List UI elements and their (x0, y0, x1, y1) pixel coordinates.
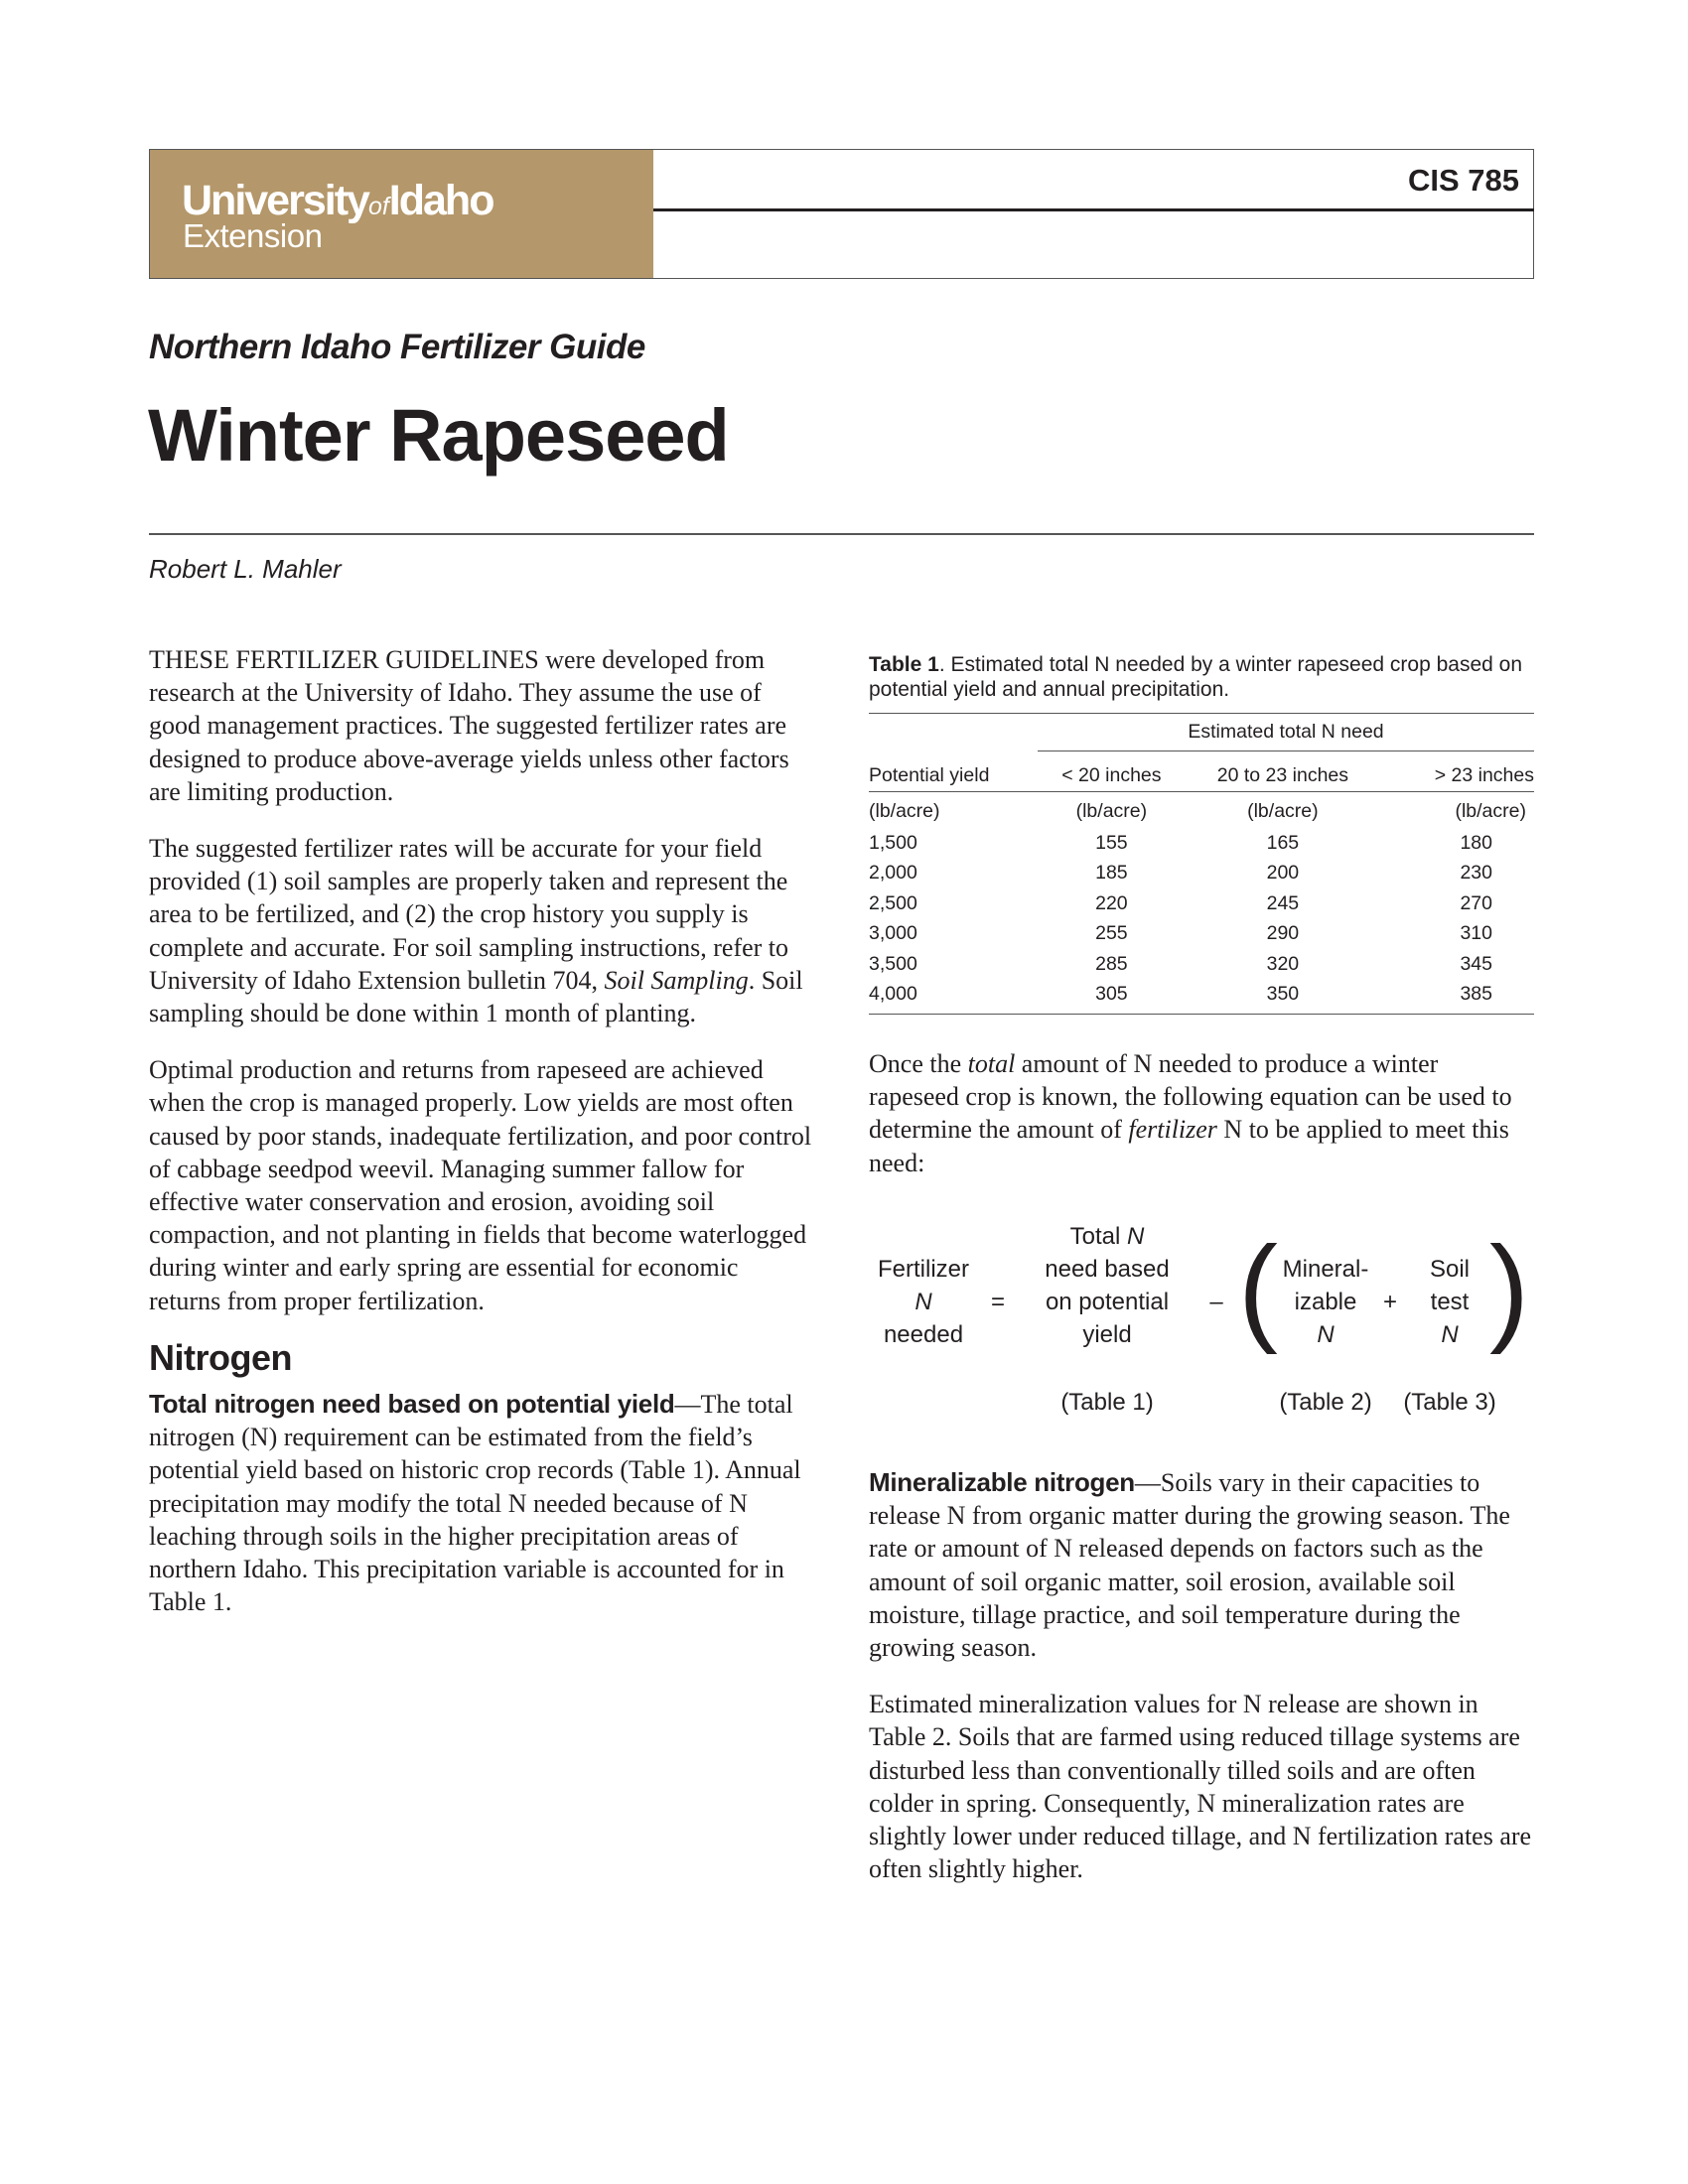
table-cell: 270 (1460, 891, 1492, 914)
eq-text: need based (1045, 1256, 1170, 1283)
equation-fertilizer-n (864, 1253, 983, 1351)
table1 (869, 713, 1534, 1010)
table-row (869, 980, 1534, 1011)
eq-intro-italic-fertilizer: fertilizer (1128, 1115, 1217, 1145)
total-nitrogen-paragraph (149, 1388, 816, 1618)
table1-header: 20 to 23 inches (1216, 764, 1349, 786)
eq-text: N (1317, 1321, 1335, 1348)
table-cell: 230 (1460, 862, 1492, 885)
table-cell: 200 (1266, 862, 1300, 885)
nitrogen-heading: Nitrogen (149, 1336, 292, 1378)
eq-intro-italic-total: total (967, 1049, 1016, 1078)
table-cell: 3,000 (869, 922, 917, 945)
author: Robert L. Mahler (149, 554, 342, 584)
page-title: Winter Rapeseed (148, 394, 729, 477)
table-cell: 4,000 (869, 983, 917, 1006)
table-row (869, 859, 1534, 889)
eq-text: Soil (1429, 1256, 1471, 1283)
title-divider (149, 533, 1534, 535)
eq-text: on potential (1045, 1289, 1170, 1315)
equation-ref-table2: (Table 2) (1279, 1389, 1372, 1416)
eq-text: Total (1069, 1223, 1121, 1250)
table-cell: 220 (1095, 891, 1128, 914)
eq-text: test (1430, 1289, 1470, 1315)
table1-caption (869, 652, 1534, 702)
table-cell: 320 (1266, 952, 1300, 975)
logo-extension: Extension (183, 217, 323, 254)
table-cell: 165 (1266, 831, 1300, 854)
eq-intro-c: N to be applied to meet this need: (869, 1115, 1509, 1177)
table-cell: 350 (1266, 983, 1300, 1006)
table-cell: 180 (1460, 831, 1492, 854)
table1-bottom-rule (869, 1014, 1534, 1015)
table-row (869, 888, 1534, 919)
mineralizable-text: —Soils vary in their capacities to release N from organic matter during the growing season. The rate or amount of N released depends on factors such as the amount of soil organic matter, soil erosion, available soil moisture, tillage practice, and soil temperature during the growing season. (869, 1468, 1510, 1663)
mineralizable-runin: Mineralizable nitrogen (869, 1467, 1135, 1497)
eq-text: N (1441, 1321, 1459, 1348)
table-row (869, 949, 1534, 980)
production-paragraph: Optimal production and returns from rapeseed are achieved when the crop is managed properly. Low yields are most often caused by poor stands, inadequate fertilization, and poor control of cabbage seedpod weevil. Managing summer fallow for effective water conservation and erosion, avoiding soil compaction, and not planting in fields that become waterlogged during winter and early spring are essential for economic returns from proper fertilization. (149, 1055, 812, 1315)
logo-word-of: of (367, 193, 389, 220)
table1-span-header: Estimated total N need (1038, 713, 1534, 751)
equation-soil-test-n (1400, 1253, 1499, 1351)
table1-unit: (lb/acre) (869, 792, 1038, 829)
table-cell: 2,000 (869, 862, 917, 885)
table1-header: < 20 inches (1061, 764, 1162, 786)
eq-text: N (914, 1289, 932, 1315)
equation-minus: – (1209, 1289, 1223, 1315)
right-column-lower (869, 1466, 1534, 1909)
intro-paragraph: THESE FERTILIZER GUIDELINES were developed from research at the University of Idaho. They assume the use of good management practices. The suggested fertilizer rates are designed to produce above-average yields unless other factors are limiting production. (149, 645, 789, 806)
total-nitrogen-runin: Total nitrogen need based on potential yield (149, 1389, 675, 1420)
table1-span-row (869, 713, 1534, 751)
table1-caption-label: Table 1 (869, 653, 939, 676)
equation-mineralizable-n (1271, 1253, 1380, 1351)
equation-left-paren: ( (1238, 1222, 1278, 1355)
accuracy-paragraph (149, 832, 816, 1029)
eq-text: Fertilizer (877, 1256, 969, 1283)
table-cell: 345 (1460, 952, 1492, 975)
table-cell: 155 (1095, 831, 1128, 854)
publication-number: CIS 785 (1407, 163, 1519, 198)
left-column (149, 643, 816, 1642)
table1-unit: (lb/acre) (1038, 792, 1186, 829)
eq-text: needed (883, 1321, 964, 1348)
table1-caption-text: . Estimated total N needed by a winter rapeseed crop based on potential yield and annual precipitation. (869, 653, 1523, 701)
table-cell: 285 (1095, 952, 1128, 975)
accuracy-text-b: . Soil sampling should be done within 1 month of planting. (149, 965, 803, 1028)
mineralizable-paragraph (869, 1466, 1534, 1664)
table-cell: 310 (1460, 922, 1492, 945)
equation-ref-table1: (Table 1) (1060, 1389, 1154, 1416)
table-row (869, 828, 1534, 859)
table1-header: Potential yield (869, 764, 990, 786)
total-nitrogen-text: —The total nitrogen (N) requirement can be estimated from the field’s potential yield based on historic crop records (Table 1). Annual precipitation may modify the total N needed because of N leaching through soils in the higher precipitation areas of northern Idaho. This precipitation variable is accounted for in Table 1. (149, 1390, 801, 1617)
table-cell: 245 (1266, 891, 1300, 914)
table-cell: 255 (1095, 922, 1128, 945)
mineralization-values-paragraph: Estimated mineralization values for N release are shown in Table 2. Soils that are farmed using reduced tillage systems are disturbed less than conventionally tilled soils and are often colder in spring. Consequently, N mineralization rates are slightly lower under reduced tillage, and N fertilization rates are often slightly higher. (869, 1690, 1532, 1884)
table1-header: > 23 inches (1434, 764, 1534, 786)
eq-intro-a: Once the (869, 1049, 968, 1078)
table-cell: 1,500 (869, 831, 917, 854)
header-rule (653, 208, 1534, 211)
eq-intro-b: amount of N needed to produce a winter rapeseed crop is known, the following equation can be used to determine the amount of (869, 1049, 1512, 1145)
table-cell: 185 (1095, 862, 1128, 885)
soil-sampling-title: Soil Sampling (604, 965, 749, 995)
table-cell: 290 (1266, 922, 1300, 945)
eq-text: yield (1082, 1321, 1132, 1348)
table-cell: 3,500 (869, 952, 917, 975)
logo-word-idaho: Idaho (388, 177, 493, 224)
table-cell: 2,500 (869, 891, 917, 914)
table1-unit: (lb/acre) (1186, 792, 1380, 829)
equation-equals: = (990, 1289, 1005, 1315)
eq-text: N (1127, 1223, 1145, 1250)
equation-plus: + (1382, 1289, 1397, 1315)
table-row (869, 919, 1534, 950)
equation-total-n (1033, 1220, 1182, 1351)
equation-ref-table3: (Table 3) (1403, 1389, 1496, 1416)
eq-text: izable (1294, 1289, 1357, 1315)
table-cell: 305 (1095, 983, 1128, 1006)
table1-units-row (869, 792, 1534, 829)
accuracy-text-a: The suggested fertilizer rates will be accurate for your field provided (1) soil samples are properly taken and represent the area to be fertilized, and (2) the crop history you supply is complete and accurate. For soil sampling instructions, refer to University of Idaho Extension bulletin 704, (149, 834, 789, 995)
series-title: Northern Idaho Fertilizer Guide (149, 328, 645, 366)
eq-text: Mineral- (1282, 1256, 1369, 1283)
logo-word-university: University (182, 177, 368, 224)
table1-header-row (869, 751, 1534, 792)
table1-unit: (lb/acre) (1380, 792, 1534, 829)
table-cell: 385 (1460, 983, 1492, 1006)
equation-intro-paragraph (869, 1047, 1534, 1179)
equation-right-paren: ) (1489, 1222, 1529, 1355)
